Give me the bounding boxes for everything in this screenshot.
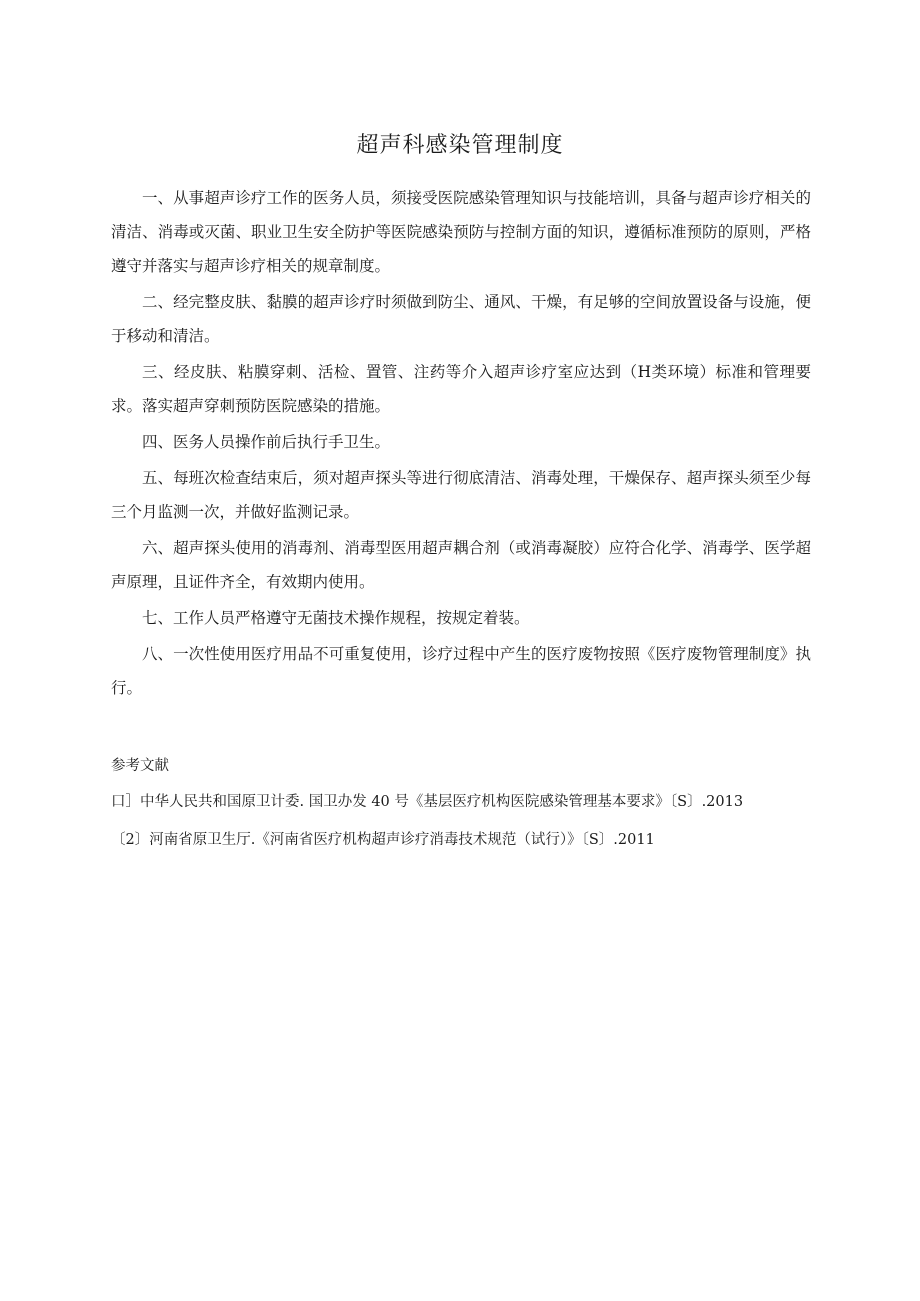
paragraph-8: 八、一次性使用医疗用品不可重复使用，诊疗过程中产生的医疗废物按照《医疗废物管理制度》执行。 bbox=[111, 645, 811, 697]
paragraph-3: 三、经皮肤、粘膜穿刺、活检、置管、注药等介入超声诊疗室应达到（H类环境）标准和管理要求。落实超声穿刺预防医院感染的措施。 bbox=[111, 363, 811, 415]
paragraph-5: 五、每班次检查结束后，须对超声探头等进行彻底清洁、消毒处理，干燥保存、超声探头须至少每三个月监测一次，并做好监测记录。 bbox=[111, 469, 811, 521]
references-heading: 参考文献 bbox=[111, 758, 169, 774]
paragraph-4: 四、医务人员操作前后执行手卫生。 bbox=[142, 433, 391, 451]
document-body bbox=[111, 181, 811, 707]
references-section bbox=[111, 756, 831, 868]
paragraph-7: 七、工作人员严格遵守无菌技术操作规程，按规定着装。 bbox=[142, 609, 530, 627]
paragraph-6: 六、超声探头使用的消毒剂、消毒型医用超声耦合剂（或消毒凝胶）应符合化学、消毒学、医学超声原理，且证件齐全，有效期内使用。 bbox=[111, 539, 811, 591]
reference-item-1: 口］中华人民共和国原卫计委. 国卫办发 40 号《基层医疗机构医院感染管理基本要求》〔S〕.2013 bbox=[111, 794, 744, 810]
paragraph-1: 一、从事超声诊疗工作的医务人员，须接受医院感染管理知识与技能培训，具备与超声诊疗相关的清洁、消毒或灭菌、职业卫生安全防护等医院感染预防与控制方面的知识，遵循标准预防的原则，严格遵守并落实与超声诊疗相关的规章制度。 bbox=[111, 189, 811, 275]
paragraph-2: 二、经完整皮肤、黏膜的超声诊疗时须做到防尘、通风、干燥，有足够的空间放置设备与设施，便于移动和清洁。 bbox=[111, 293, 811, 345]
document-title: 超声科感染管理制度 bbox=[356, 133, 564, 158]
reference-item-2: 〔2〕河南省原卫生厅.《河南省医疗机构超声诊疗消毒技术规范（试行）》〔S〕.2011 bbox=[111, 832, 655, 848]
